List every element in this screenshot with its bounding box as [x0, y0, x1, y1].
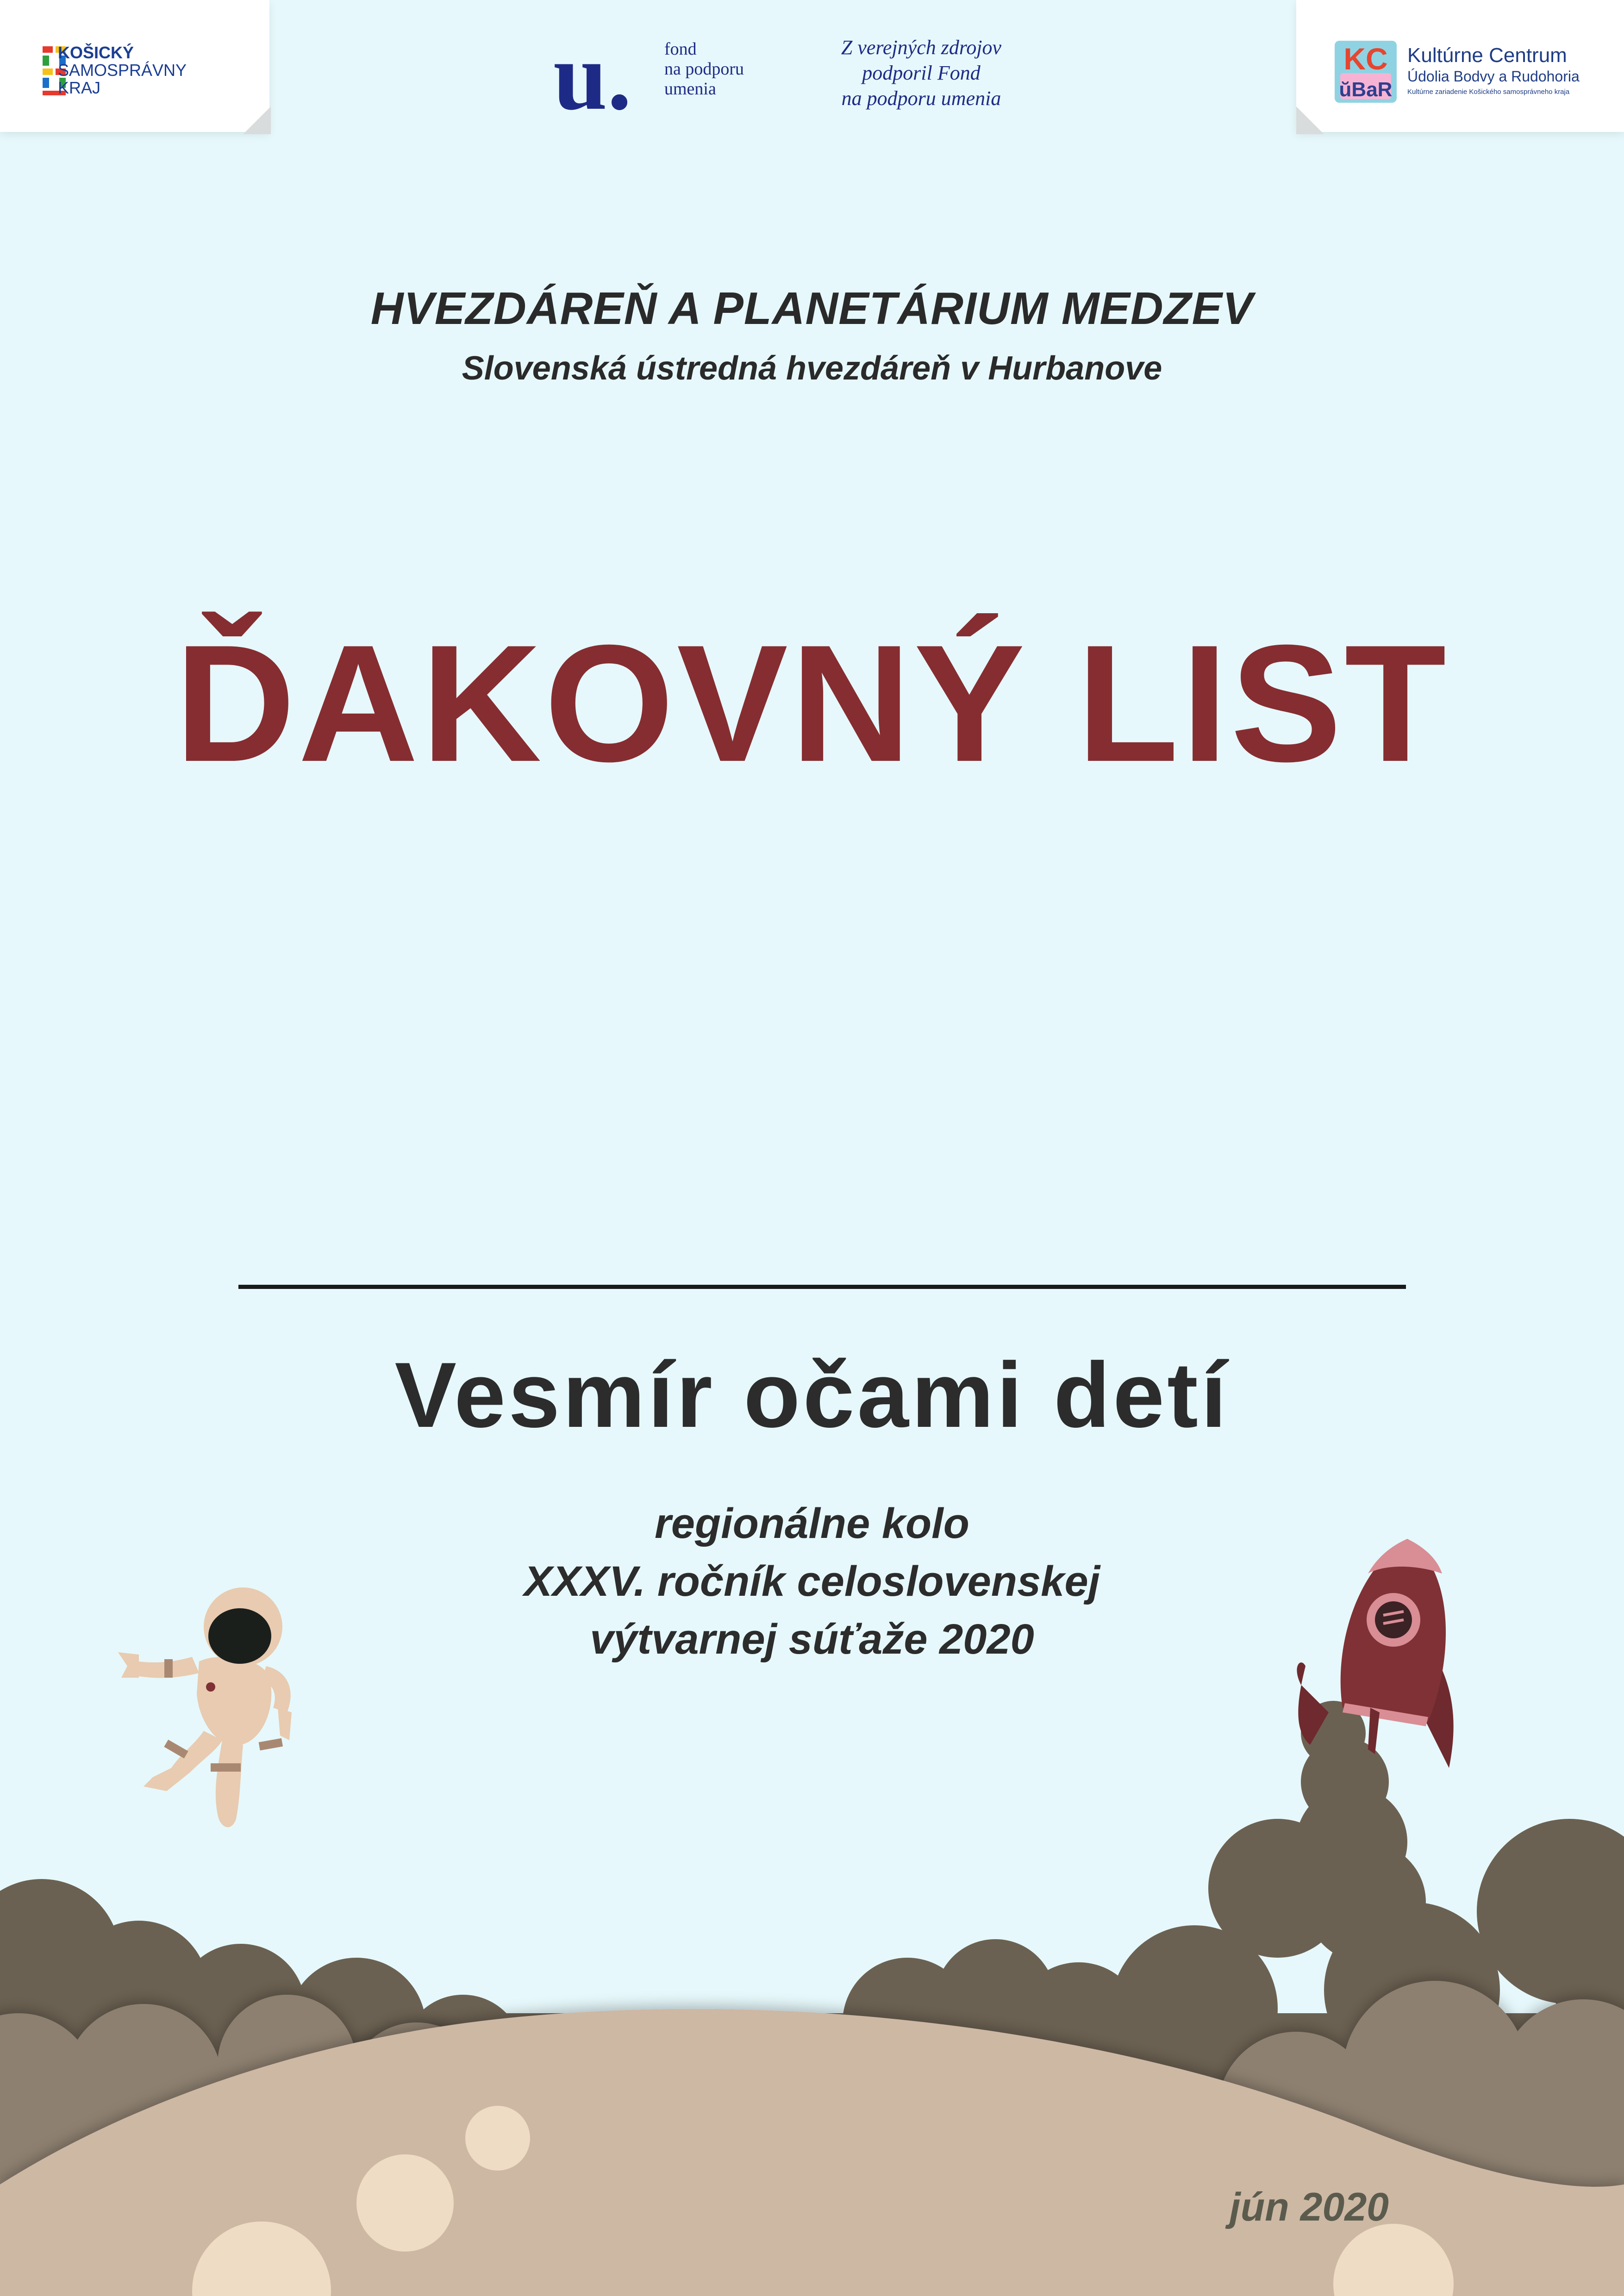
public-funds-line-1: Z verejných zdrojov	[841, 36, 1002, 59]
astronaut	[118, 1587, 292, 1827]
public-funds-line-3: na podporu umenia	[841, 87, 1001, 110]
public-funds-line-2: podporil Fond	[862, 62, 981, 84]
details-line-2: XXXV. ročník celoslovenskej	[524, 1558, 1100, 1605]
details-line-1: regionálne kolo	[655, 1500, 969, 1547]
fpu-line-3: umenia	[664, 79, 716, 99]
ksk-line-1: KOŠICKÝ	[58, 43, 134, 62]
organization-title: HVEZDÁREŇ A PLANETÁRIUM MEDZEV	[370, 283, 1254, 334]
page-title: ĎAKOVNÝ LIST	[175, 610, 1449, 796]
issue-date: jún 2020	[1229, 2185, 1389, 2229]
ksk-line-3: KRAJ	[58, 78, 101, 97]
ksk-line-2: SAMOSPRÁVNY	[58, 61, 187, 80]
competition-name: Vesmír očami detí	[394, 1344, 1230, 1447]
fpu-logo-mark: u.	[553, 23, 632, 130]
kc-badge-bottom: ŭBaR	[1339, 78, 1393, 101]
kc-name: Kultúrne Centrum	[1407, 44, 1567, 67]
details-line-3: výtvarnej súťaže 2020	[590, 1616, 1034, 1663]
fpu-line-2: na podporu	[664, 59, 744, 79]
organization-subtitle: Slovenská ústredná hvezdáreň v Hurbanove	[462, 350, 1162, 387]
fpu-line-1: fond	[664, 39, 697, 59]
kc-tagline: Kultúrne zariadenie Košického samosprávneho kraja	[1407, 88, 1570, 96]
kc-subtitle: Údolia Bodvy a Rudohoria	[1407, 68, 1580, 85]
kc-badge-top: KC	[1343, 42, 1388, 76]
